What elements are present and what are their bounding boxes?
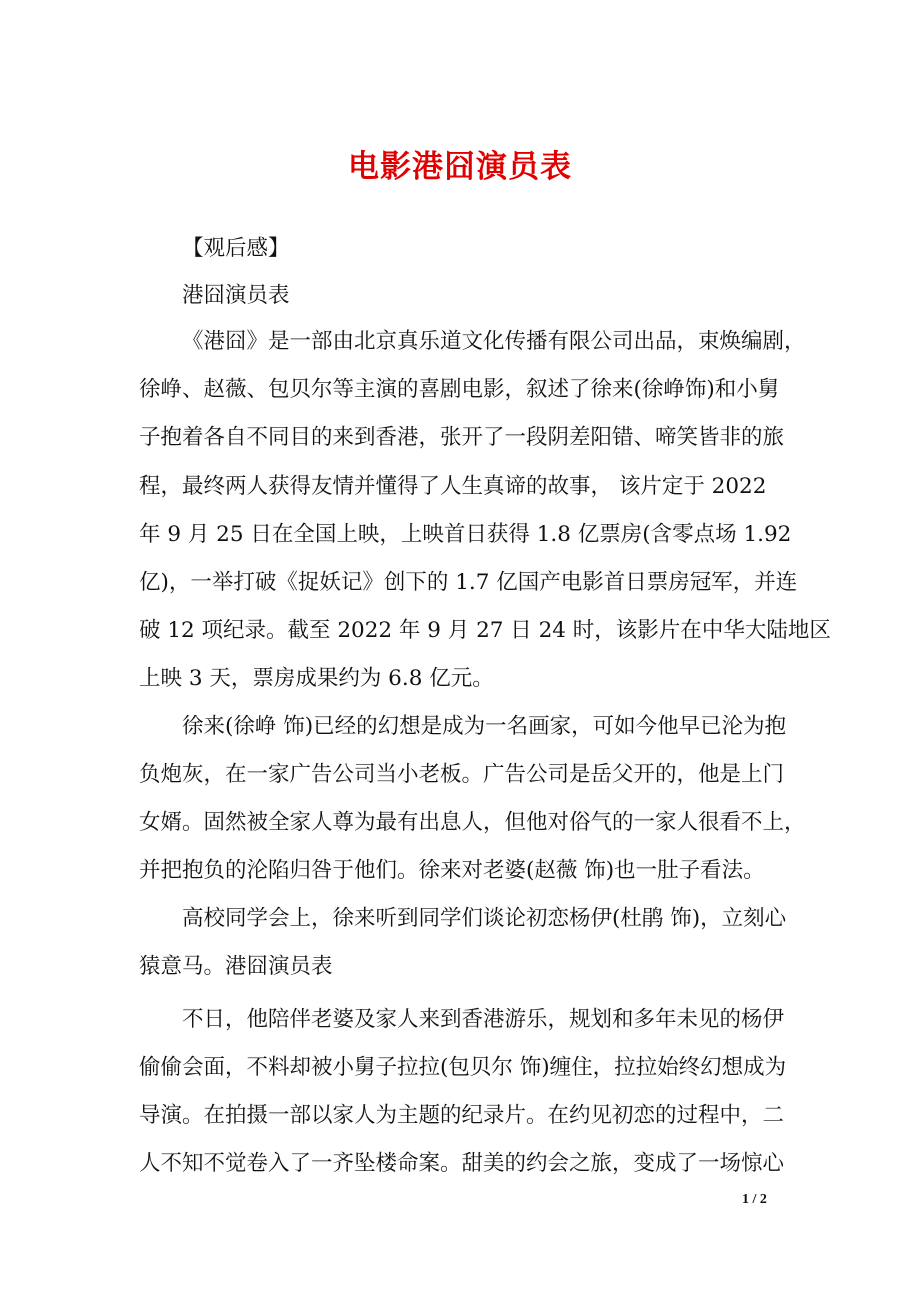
- text-line: 偷偷会面，不料却被小舅子拉拉(包贝尔 饰)缠住，拉拉始终幻想成为: [139, 1055, 787, 1080]
- text-line: 程，最终两人获得友情并懂得了人生真谛的故事， 该片定于 2022: [139, 474, 767, 499]
- text-line: 徐来(徐峥 饰)已经的幻想是成为一名画家，可如今他早已沦为抱: [182, 714, 787, 739]
- text-line: 亿)，一举打破《捉妖记》创下的 1.7 亿国产电影首日票房冠军，并连: [139, 570, 798, 595]
- text-line: 导演。在拍摄一部以家人为主题的纪录片。在约见初恋的过程中，二: [139, 1103, 785, 1128]
- text-line: 港囧演员表: [182, 283, 290, 308]
- text-line: 【观后感】: [182, 236, 290, 261]
- text-line: 并把抱负的沦陷归咎于他们。徐来对老婆(赵薇 饰)也一肚子看法。: [139, 858, 765, 883]
- text-line: 负炮灰，在一家广告公司当小老板。广告公司是岳父开的，他是上门: [139, 762, 785, 787]
- text-line: 人不知不觉卷入了一齐坠楼命案。甜美的约会之旅，变成了一场惊心: [139, 1151, 785, 1176]
- page-number: 1 / 2: [742, 1192, 767, 1207]
- text-line: 徐峥、赵薇、包贝尔等主演的喜剧电影，叙述了徐来(徐峥饰)和小舅: [139, 377, 780, 402]
- text-line: 高校同学会上，徐来听到同学们谈论初恋杨伊(杜鹃 饰)，立刻心: [182, 906, 787, 931]
- text-line: 女婿。固然被全家人尊为最有出息人，但他对俗气的一家人很看不上，: [139, 810, 806, 835]
- text-line: 不日，他陪伴老婆及家人来到香港游乐，规划和多年未见的杨伊: [182, 1007, 785, 1032]
- document-title: 电影港囧演员表: [348, 149, 572, 185]
- text-line: 破 12 项纪录。截至 2022 年 9 月 27 日 24 时，该影片在中华大陆地区: [139, 618, 831, 643]
- text-line: 猿意马。港囧演员表: [139, 954, 333, 979]
- text-line: 《港囧》是一部由北京真乐道文化传播有限公司出品，束焕编剧，: [182, 329, 806, 354]
- text-line: 子抱着各自不同目的来到香港，张开了一段阴差阳错、啼笑皆非的旅: [139, 425, 785, 450]
- text-line: 上映 3 天，票房成果约为 6.8 亿元。: [139, 666, 494, 691]
- text-line: 年 9 月 25 日在全国上映，上映首日获得 1.8 亿票房(含零点场 1.92: [139, 522, 792, 547]
